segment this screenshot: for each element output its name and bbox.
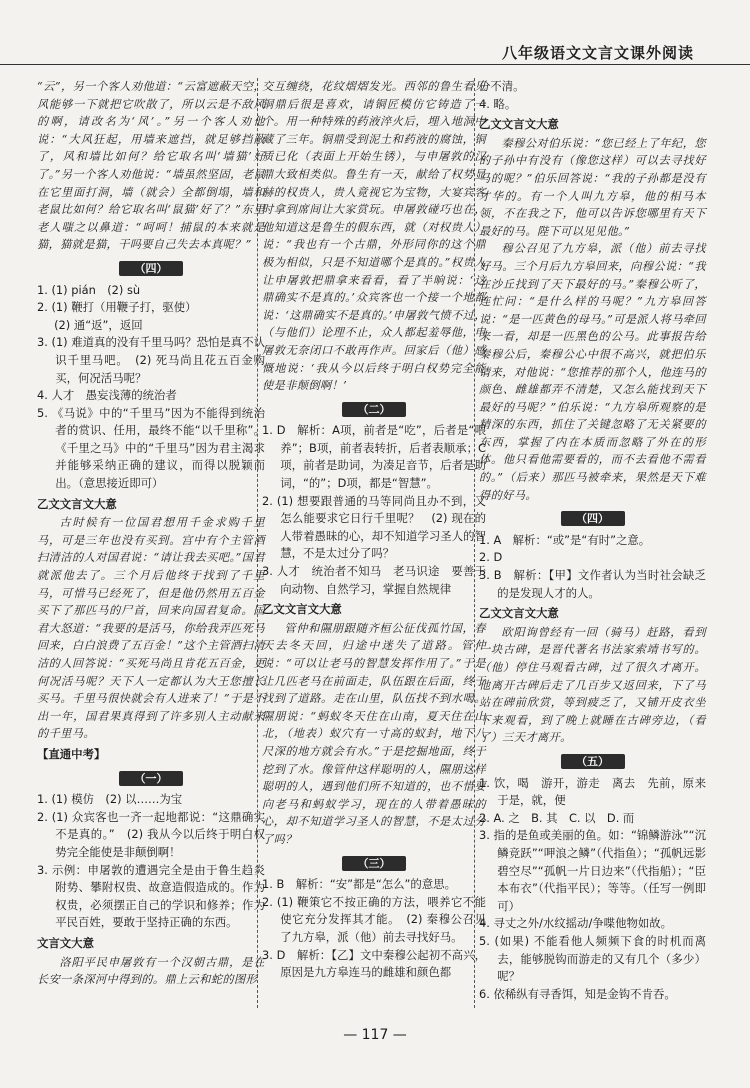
header-rule xyxy=(0,64,750,65)
translation-paragraph: 欧阳询曾经有一回（骑马）赶路，看到一块古碑，是晋代著名书法家索靖书写的。（他）停住马观看古碑，过了很久才离开。他离开古碑后走了几百步又返回来，下了马站在碑前欣赏，等到疲乏了，又铺开皮衣坐下来观看，到了晚上就睡在古碑旁边，（看了）三天才离开。 xyxy=(479,625,706,745)
section-heading: 乙文文言文大意 xyxy=(479,117,559,132)
answer-item: 4. 寻丈之外/水纹摇动/争喋他物如故。 xyxy=(479,916,673,931)
answer-item: 2. (1) 鞭策它不按正确的方法，喂养它不能使它充分发挥其才能。 (2) 秦穆公召见了九方皋，派（他）前去寻找好马。 xyxy=(262,894,486,944)
answer-item: 3. (1) 难道真的没有千里马吗？恐怕是真不认识千里马吧。 (2) 死马尚且花五百金购买，何况活马呢？ xyxy=(37,335,265,385)
section-badge-wrap xyxy=(479,510,706,528)
section-heading: 乙文文言文大意 xyxy=(479,606,559,621)
answer-item: 4. 略。 xyxy=(479,96,517,111)
answer-item: 2. A. 之 B. 其 C. 以 D. 而 xyxy=(479,810,635,825)
answer-item: 3. D 解析：【乙】文中秦穆公起初不高兴，原因是九方皋连马的雌雄和颜色都 xyxy=(262,947,486,980)
answer-item: 3. 示例：申屠敦的遭遇完全是由于鲁生趋炎附势、攀附权贵、故意造假造成的。作为权贵，必须摆正自己的学识和修养；作为平民百姓，要敢于坚持正确的东西。 xyxy=(37,862,265,930)
answer-item: 3. 指的是鱼或美丽的鱼。如：“锦鳞游泳”“沉鳞竞跃”“呷浪之鳞”（代指鱼）；“孤帆远影碧空尽”“孤帆一片日边来”（代指船）；“臣本布衣”（代指平民）；等等。（任写一例即可） xyxy=(479,828,706,913)
translation-paragraph: 古时候有一位国君想用千金求购千里马，可是三年也没有买到。宫中有个主管酒扫清洁的人对国君说：“请让我去买吧。”国君就派他去了。三个月后他终于找到了千里马，可惜马已经死了，但是他仍然用五百金买下了那匹马的尸首，回来向国君复命。国君大怒道：“我要的是活马，你给我弄匹死马回来，白白浪费了五百金！”这个主管酒扫清洁的人回答说：“买死马尚且肯花五百金，更何况活马呢？天下人一定都认为大王您擅长买马。千里马很快就会有人进来了！”于是不出一年，国君果真得到了许多别人主动献来的千里马。 xyxy=(37,516,265,741)
section-badge-wrap xyxy=(262,855,486,873)
answer-item: 3. 人才 统治者不知马 老马识途 要善于向动物、自然学习，掌握自然规律 xyxy=(262,564,486,596)
answer-item: 5. (如果) 不能看他人频频下食的时机而离去，能够脱钩而游走的又有几个（多少）呢？ xyxy=(479,933,706,984)
translation-paragraph: 交互缠绕，花纹熠熠发光。西邻的鲁生看见铜鼎后很是喜欢，请铜匠模仿它铸造了一个。用一种特殊的药液淬火后，埋入地洞中藏了三年。铜鼎受到泥土和药液的腐蚀，铜质已化（表面上开始生锈），与申屠敦的汉鼎大致相类似。鲁生有一天，献给了权势显赫的权贵人，贵人竟视它为宝物，大宴宾客时拿到席间让大家赏玩。申屠敦碰巧也在，他知道这是鲁生的假东西，就（对权贵人）说：“我也有一个古鼎，外形同你的这个鼎极为相似，只是不知道哪个是真的。”权贵人让申屠敦把鼎拿来看看，看了半晌说：‘这鼎确实不是真的。’众宾客也一个接一个地都说：‘这鼎确实不是真的。’申屠敦气愤不过，（与他们）论理不止，众人都起羞辱他，申屠敦无奈闭口不敢再作声。回家后（他）感慨地说：‘我从今以后终于明白权势完全能使是非颠倒啊！’ xyxy=(262,80,486,393)
section-badge: （三） xyxy=(342,856,406,871)
section-badge: （二） xyxy=(342,402,406,417)
section-heading: 乙文文言文大意 xyxy=(37,496,117,511)
answer-item: 1. B 解析：“安”都是“怎么”的意思。 xyxy=(262,877,456,892)
translation-paragraph: “云”，另一个客人劝他道：“云富遮蔽天空，风能够一下就把它吹散了，所以云是不敌风的啊，请改名为‘风’。”另一个客人劝他说：“大风狂起，用墙来遮挡，就足够挡蔽了，风和墙比如何？给它取名叫‘墙猫’好了。”另一个客人劝他说：“墙虽然坚固，老鼠在它里面打洞，墙（就会）全都倒塌，墙和老鼠比如何？给它取名叫‘鼠猫’好了？”东里老人嗤之以鼻道：“呵呵！捕鼠的本来就是猫，猫就是猫，干吗要自己失去本真呢？” xyxy=(37,80,265,252)
header-title: 八年级语文文言文课外阅读 xyxy=(501,44,694,62)
column-1 xyxy=(37,78,265,989)
answer-item: 5. 《马说》中的“千里马”因为不能得到统治者的赏识、任用，最终不能“以千里称”。《千里之马》中的“千里马”因为君主渴求并能够采纳正确的建议，而得以脱颖而出。（意思接近即可） xyxy=(37,405,265,491)
section-badge: （一） xyxy=(119,771,183,786)
answer-item: 2. (1) 想要跟普通的马等同尚且办不到，又怎么能要求它日行千里呢？ (2) 现在的人带着愚昧的心，却不知道学习圣人的智慧，不是太过分了吗？ xyxy=(262,493,486,561)
answer-item: 1. A 解析：“或”是“有时”之意。 xyxy=(479,532,651,547)
section-badge-wrap xyxy=(37,770,265,788)
page-header xyxy=(0,40,750,66)
answer-item: 2. (1) 众宾客也一齐一起地都说：“这鼎确实不是真的。” (2) 我从今以后终于明白权势完全能使是非颠倒啊！ xyxy=(37,809,265,859)
answer-item: 4. 人才 愚妄浅薄的统治者 xyxy=(37,388,177,403)
answer-item: 分不清。 xyxy=(479,79,525,93)
page-number: — 117 — xyxy=(343,1027,407,1043)
section-badge: （五） xyxy=(561,754,625,769)
section-badge: （四） xyxy=(119,261,183,276)
translation-paragraph: 穆公召见了九方皋，派（他）前去寻找好马。三个月后九方皋回来，向穆公说：“我在沙丘找到了天下最好的马。”秦穆公听了，连忙问：“是什么样的马呢？”九方皋回答说：“是一匹黄色的母马。”可是派人将马牵回来一看，却是一匹黑色的公马。此事报告给秦穆公后，秦穆公心中很不高兴，就把伯乐请来，对他说：“您推荐的那个人，他连马的颜色、雌雄都弄不清楚，又怎么能找到天下最好的马呢？”伯乐说：“九方皋所观察的是精深的东西，抓住了关键忽略了无关紧要的东西，掌握了内在本质而忽略了外在的形体。他只看他需要看的，而不去看他不需看的。”（后来）那匹马被牵来，果然是天下难得的好马。 xyxy=(479,242,706,502)
answer-item: 1. D 解析：A项，前者是“吃”，后者是“喂养”；B项，前者表转折，后者表顺承；C项，前者是助词，为凑足音节，后者是助词，“的”；D项，都是“智慧”。 xyxy=(262,423,486,491)
section-heading: 乙文文言文大意 xyxy=(262,602,342,617)
section-badge-wrap xyxy=(479,753,706,771)
answer-item: 2. (1) 鞭打（用鞭子打，驱使） xyxy=(37,300,197,315)
answer-item: 1. (1) 模仿 (2) 以……为宝 xyxy=(37,792,183,807)
column-2 xyxy=(262,78,486,982)
answer-item: 6. 依稀纵有寻香饵，知是金钩不肯吞。 xyxy=(479,986,676,1001)
section-badge-wrap xyxy=(262,401,486,419)
translation-paragraph: 洛阳平民申屠敦有一个汉朝古鼎，是在长安一条深河中得到的。鼎上云和蛇的图形 xyxy=(37,955,265,987)
answer-item: 3. B 解析：【甲】文作者认为当时社会缺乏的是发现人才的人。 xyxy=(479,568,706,600)
section-heading: 【直通中考】 xyxy=(37,746,106,761)
answer-item: 1. 饮，喝 游开，游走 离去 先前，原来 于是，就，便 xyxy=(479,775,718,808)
section-heading: 文言文大意 xyxy=(37,935,94,950)
section-badge: （四） xyxy=(561,511,625,526)
translation-paragraph: 管仲和隰朋跟随齐桓公征伐孤竹国，春天去冬天回，归途中迷失了道路。管仲说：“可以让老马的智慧发挥作用了。”于是让几匹老马在前面走，队伍跟在后面，终于找到了道路。走在山里，队伍找不到水喝。隰朋说：“蚂蚁冬天住在山南，夏天住在山北，（地表）蚁穴有一寸高的蚁封，地下八尺深的地方就会有水。”于是挖掘地面，终于挖到了水。像管仲这样聪明的人，隰朋这样聪明的人，遇到他们所不知道的，也不惜要向老马和蚂蚁学习，现在的人带着愚昧的心，却不知道学习圣人的智慧，不是太过分了吗？ xyxy=(262,621,486,846)
answer-subitem: (2) 通“返”，返回 xyxy=(54,317,143,332)
section-badge-wrap xyxy=(37,260,265,278)
translation-paragraph: 秦穆公对伯乐说：“您已经上了年纪，您的子孙中有没有（像您这样）可以去寻找好马的呢？”伯乐回答说：“我的子孙都是没有才华的。有一个人叫九方皋，他的相马本领，不在我之下，他可以告诉您哪里有天下最好的马。陛下可以见见他。” xyxy=(479,136,706,238)
answer-item: 1. (1) pián (2) sù xyxy=(37,282,141,297)
column-3 xyxy=(479,78,718,1003)
answer-item: 2. D xyxy=(479,550,503,565)
